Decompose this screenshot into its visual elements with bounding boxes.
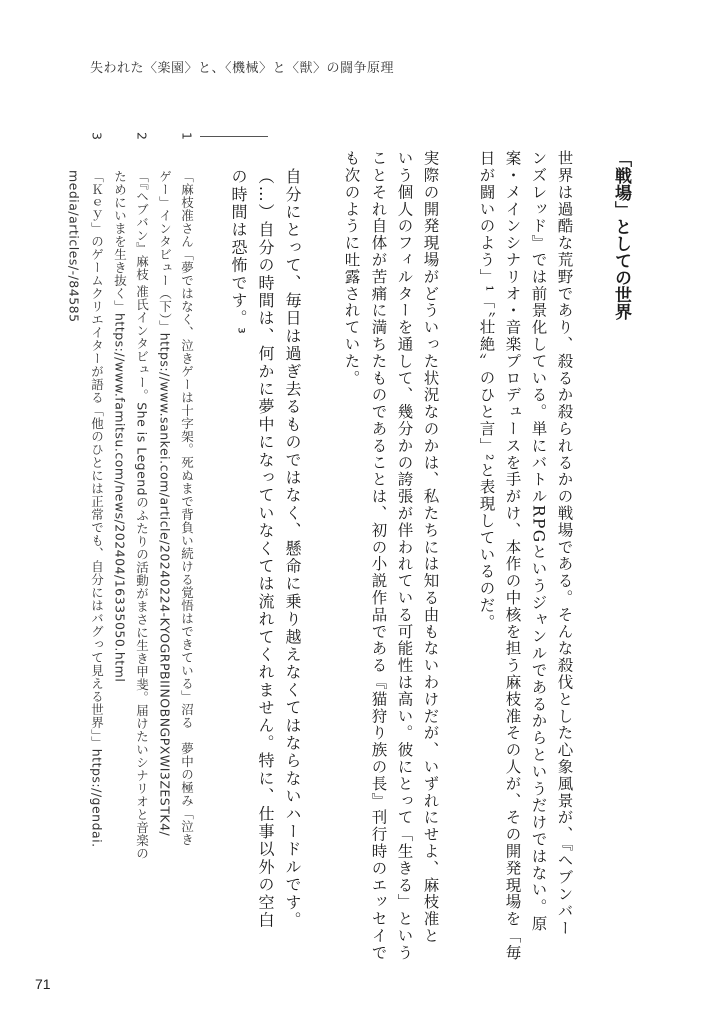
footnote-number: 2	[134, 132, 150, 140]
body-line: 実際の開発現場がどういった状況なのかは、私たちには知る由もないわけだが、いずれにせよ、麻枝准と	[421, 150, 440, 945]
body-line: 世界は過酷な荒野であり、殺るか殺られるかの戦場である。そんな殺伐とした心象風景が、『ヘブンバー	[555, 150, 574, 937]
footnote-line: 「『ヘブバン』麻枝 准氏インタビュー。She is Legendのふたりの活動がまさに生き甲斐。届けたいシナリオと音楽の	[134, 170, 150, 861]
body-line: ことそれ自体が苦痛に満ちたものであることは、初の小説作品である『猫狩り族の長』刊行時のエッセイで	[369, 150, 388, 962]
quote-line: の時間は恐怖です。³	[229, 168, 248, 336]
footnote-rule	[200, 136, 268, 137]
footnote-number: 1	[179, 132, 195, 140]
body-line: ンズレッド』では前景化している。単にバトルRPGというジャンルであるからというだけではない。原	[529, 150, 548, 933]
footnote-line: ゲー」インタビュー（下）」https://www.sankei.com/article/20240224-KYOGRPBIINOBNGPXWI3ZESTK4/	[157, 170, 173, 837]
footnote-number: 3	[89, 132, 105, 140]
running-head: 失われた〈楽園〉と、〈機械〉と〈獣〉の闘争原理	[90, 61, 395, 76]
quote-line: 自分にとって、毎日は過ぎ去るものではなく、懸命に乗り越えなくてはならないハードルです。	[283, 168, 302, 930]
footnote-line: 「Ｋｅｙ」のゲームクリエイターが語る「他のひとには正常でも、自分にはバグって見える世界」」https://gendai.	[89, 170, 105, 848]
footnote-line: ためにいまを生き抜く」https://www.famitsu.com/news/202404/16335050.html	[112, 170, 128, 683]
footnote-line: 「麻枝准さん「夢ではなく、泣きゲーは十字架。死ぬまで背負い続ける覚悟はできている」沼る 夢中の極み「泣き	[179, 170, 195, 846]
body-line: も次のように吐露されていた。	[342, 150, 361, 387]
body-line: 日が闘いのよう」¹「〝壮絶〟のひと言」²と表現しているのだ。	[477, 150, 496, 631]
page-number: 71	[35, 976, 51, 992]
body-line: いう個人のフィルターを通して、幾分かの誇張が伴われている可能性は高い。彼にとって「生きる」という	[395, 150, 414, 962]
section-heading: 「戦場」としての世界	[611, 150, 631, 320]
footnote-line: media/articles/-/84585	[66, 170, 82, 323]
quote-line: （…）自分の時間は、何かに夢中になっていなくては流れてくれません。特に、仕事以外の空白	[256, 168, 275, 930]
body-line: 案・メインシナリオ・音楽プロデュースを手がけ、本作の中核を担う麻枝准その人が、その開発現場を「毎	[503, 150, 522, 962]
